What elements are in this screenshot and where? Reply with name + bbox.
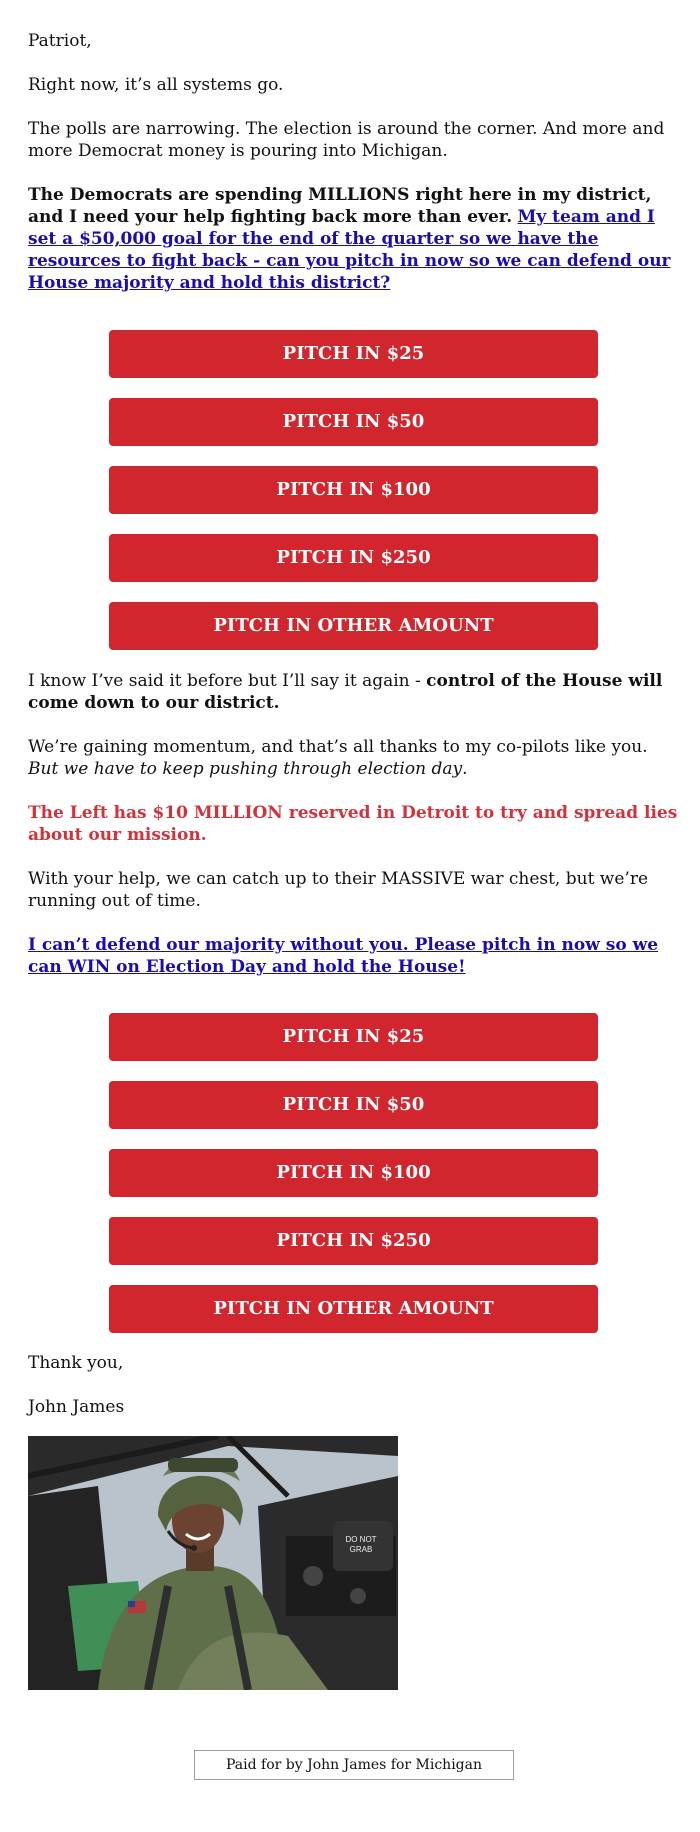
paragraph-war-chest: With your help, we can catch up to their MASSIVE war chest, but we’re running out of time. <box>28 869 649 911</box>
pitch-in-250-button[interactable]: PITCH IN $250 <box>109 1217 598 1265</box>
donation-buttons-top <box>109 330 598 670</box>
paragraph-democrats-spending <box>28 184 680 294</box>
pitch-in-other-button[interactable]: PITCH IN OTHER AMOUNT <box>109 602 598 650</box>
pitch-in-250-button[interactable]: PITCH IN $250 <box>109 534 598 582</box>
paragraph-defend-majority <box>28 934 680 978</box>
pitch-in-50-button[interactable]: PITCH IN $50 <box>109 1081 598 1129</box>
pilot-cockpit-photo <box>28 1436 398 1690</box>
pitch-in-100-button[interactable]: PITCH IN $100 <box>109 466 598 514</box>
signoff-block <box>28 1352 680 1418</box>
paragraph-momentum <box>28 736 680 780</box>
control-plain-text: I know I’ve said it before but I’ll say it again - <box>28 671 421 691</box>
momentum-italic-text: But we have to keep pushing through election day <box>28 759 463 779</box>
paragraph-polls: The polls are narrowing. The election is around the corner. And more and more Democrat money is pouring into Michigan. <box>28 119 665 161</box>
greeting: Patriot, <box>28 31 92 51</box>
intro-text <box>28 30 680 294</box>
paragraph-left-millions: The Left has $10 MILLION reserved in Detroit to try and spread lies about our mission. <box>28 803 678 845</box>
paid-for-disclaimer <box>194 1750 514 1780</box>
panel-label-line1: DO NOT <box>345 1535 377 1544</box>
pitch-in-25-button[interactable]: PITCH IN $25 <box>109 1013 598 1061</box>
paragraph-control-of-house <box>28 670 680 714</box>
signature: John James <box>28 1397 125 1417</box>
paragraph-systems-go: Right now, it’s all systems go. <box>28 75 284 95</box>
panel-label-line2: GRAB <box>349 1545 373 1554</box>
disclaimer-text: Paid for by John James for Michigan <box>225 1757 482 1773</box>
middle-text <box>28 670 680 978</box>
defend-majority-link[interactable]: I can’t defend our majority without you. Please pitch in now so we can WIN on Election Day and hold the House! <box>28 935 659 977</box>
pitch-in-100-button[interactable]: PITCH IN $100 <box>109 1149 598 1197</box>
pitch-in-50-button[interactable]: PITCH IN $50 <box>109 398 598 446</box>
momentum-period: . <box>462 759 468 779</box>
spending-bold-text: The Democrats are spending MILLIONS right here in my district, and I need your help fighting back more than ever. <box>28 185 652 227</box>
pitch-in-other-button[interactable]: PITCH IN OTHER AMOUNT <box>109 1285 598 1333</box>
pitch-in-25-button[interactable]: PITCH IN $25 <box>109 330 598 378</box>
control-bold-text: control of the House will come down to our district. <box>28 671 663 713</box>
signoff: Thank you, <box>28 1353 124 1373</box>
momentum-plain-text: We’re gaining momentum, and that’s all thanks to my co-pilots like you. <box>28 737 648 757</box>
cockpit-illustration <box>28 1436 398 1690</box>
goal-donate-link[interactable]: My team and I set a $50,000 goal for the end of the quarter so we have the resources to fight back - can you pitch in now so we can defend our House majority and hold this district? <box>28 207 671 293</box>
donation-buttons-bottom <box>109 1013 598 1353</box>
